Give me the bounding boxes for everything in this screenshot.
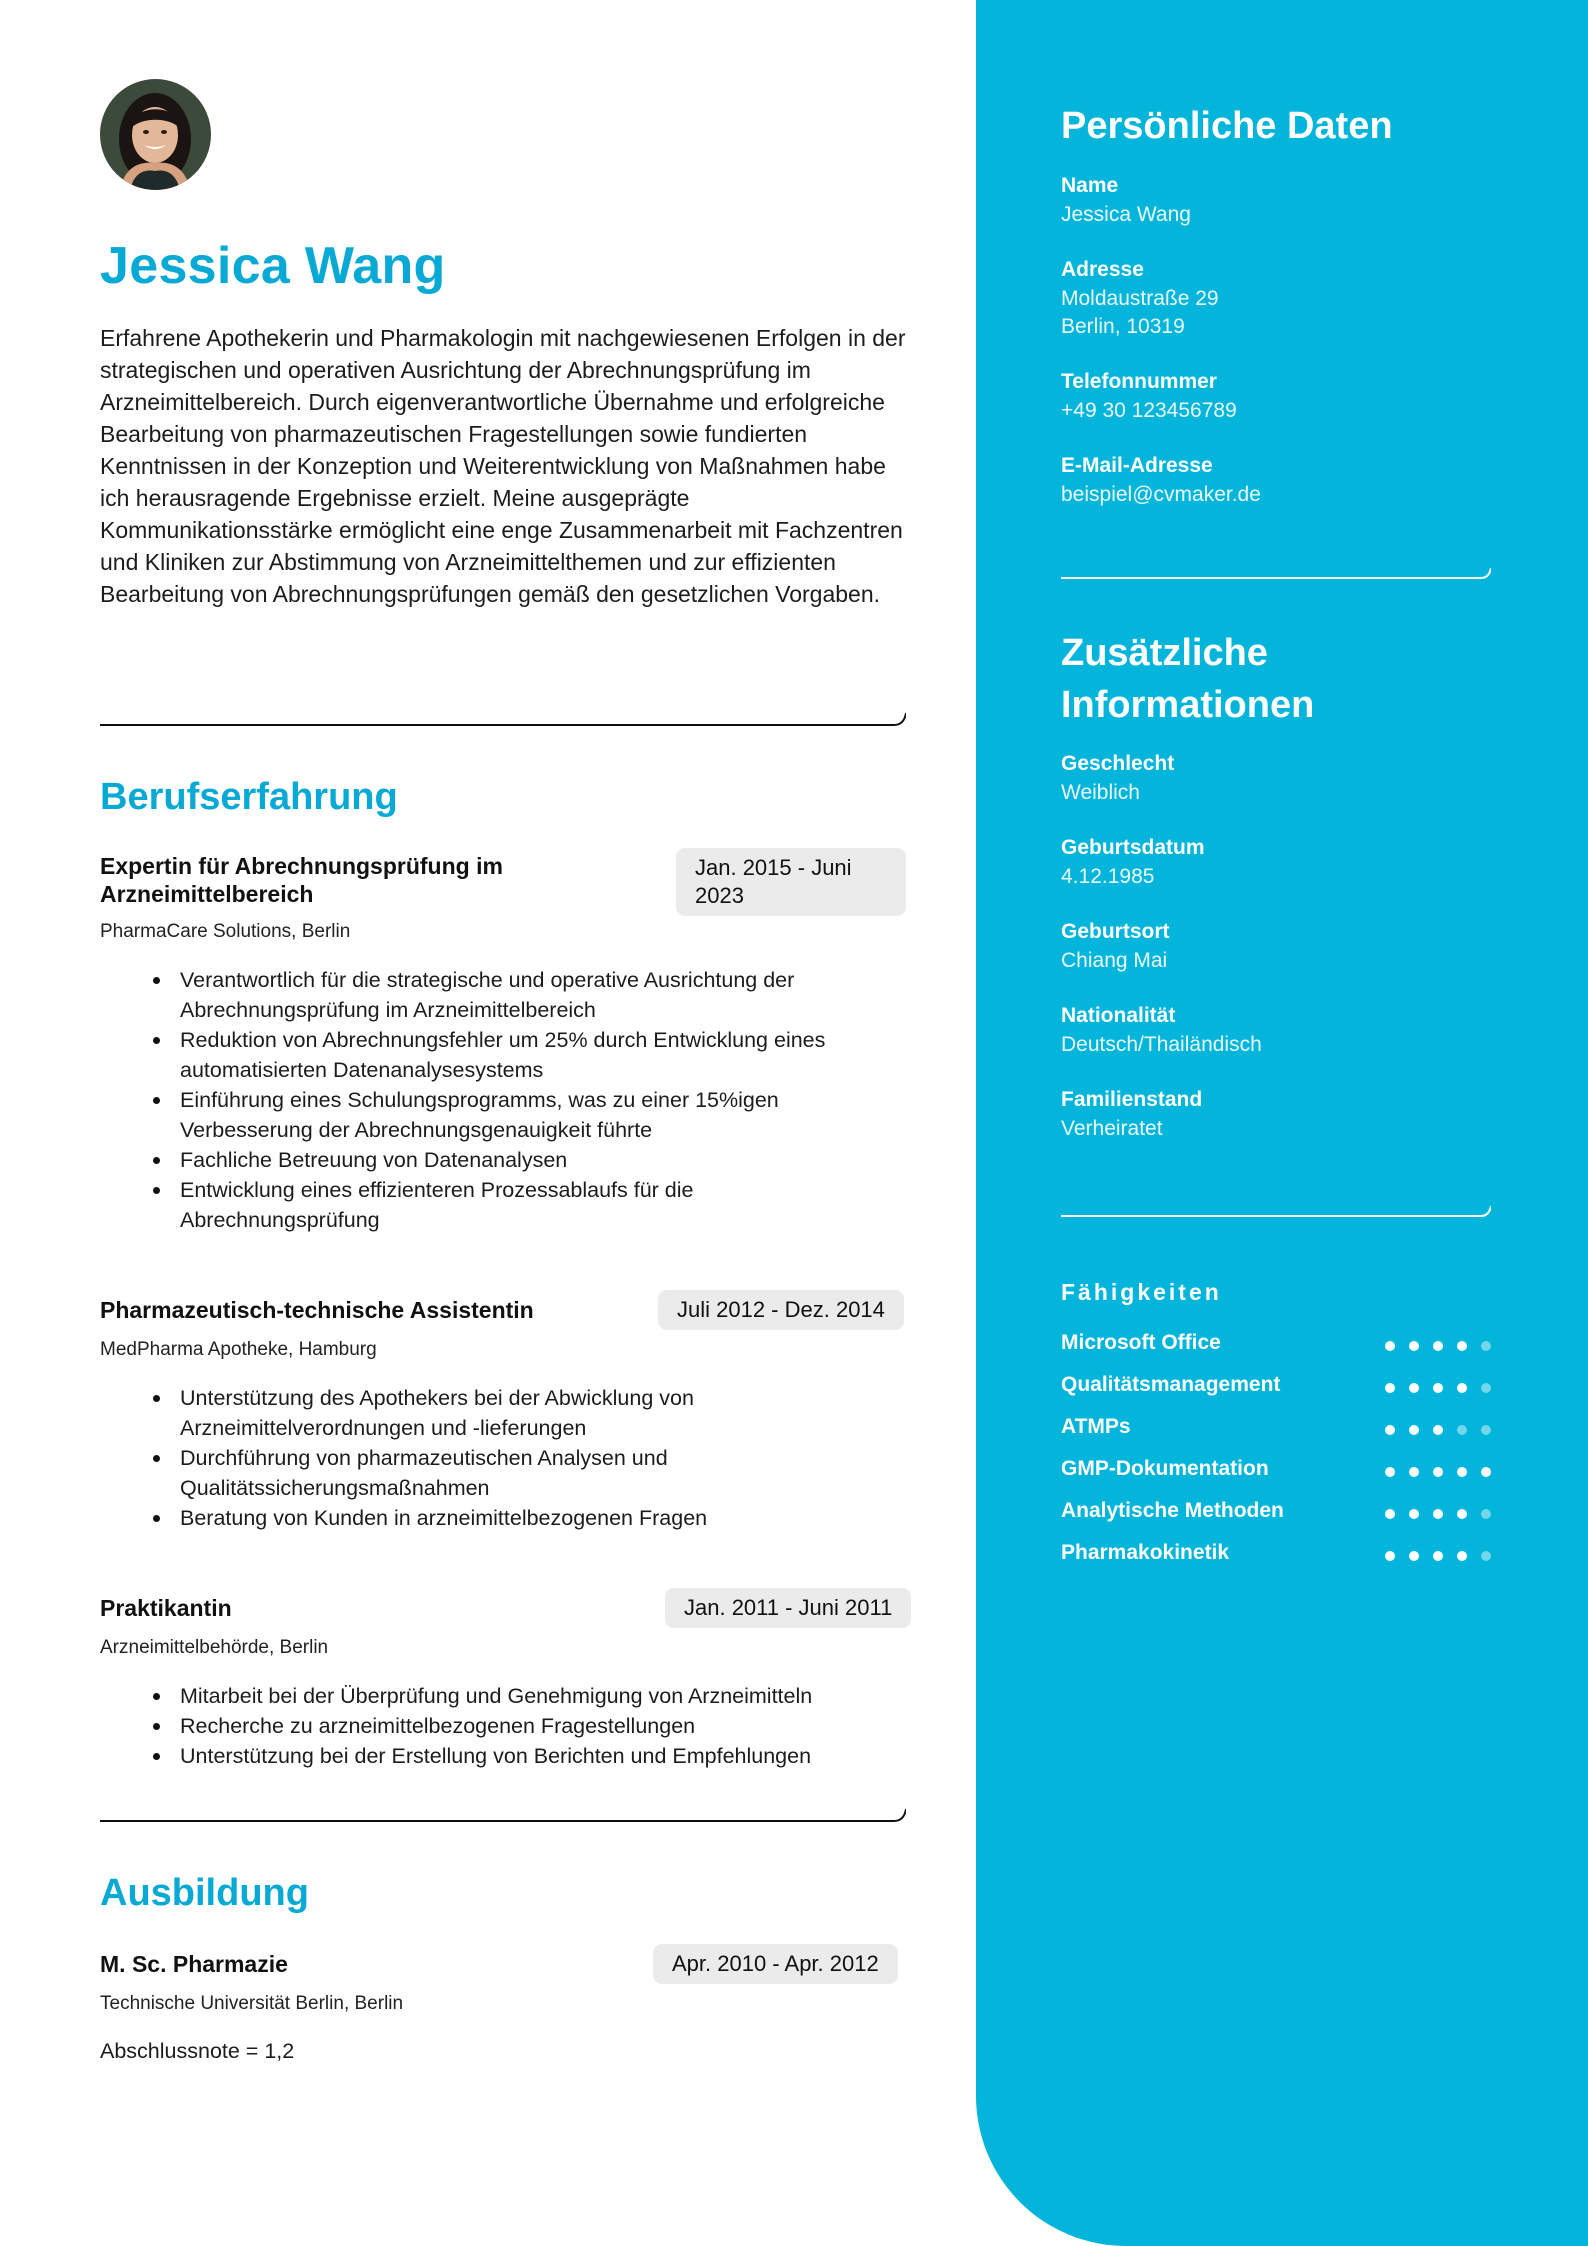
skill-row bbox=[1061, 1331, 1491, 1361]
nationality-label: Nationalität bbox=[1061, 1004, 1176, 1027]
skill-dot-filled bbox=[1385, 1341, 1395, 1351]
skill-dot-empty bbox=[1481, 1509, 1491, 1519]
skill-dot-filled bbox=[1433, 1425, 1443, 1435]
email-value: beispiel@cvmaker.de bbox=[1061, 483, 1261, 506]
list-item: Einführung eines Schulungsprogramms, was zu einer 15%igen Verbesserung der Abrechnungsgenauigkeit führte bbox=[150, 1085, 890, 1145]
skill-name: GMP-Dokumentation bbox=[1061, 1457, 1269, 1480]
skill-dot-filled bbox=[1409, 1551, 1419, 1561]
list-item: Durchführung von pharmazeutischen Analysen und Qualitätssicherungsmaßnahmen bbox=[150, 1443, 890, 1503]
sidebar-divider bbox=[1061, 560, 1491, 580]
skill-name: Analytische Methoden bbox=[1061, 1499, 1284, 1522]
skill-dot-filled bbox=[1409, 1467, 1419, 1477]
name-value: Jessica Wang bbox=[1061, 203, 1191, 226]
job-title: Pharmazeutisch-technische Assistentin bbox=[100, 1297, 534, 1323]
list-item: Entwicklung eines effizienteren Prozessablaufs für die Abrechnungsprüfung bbox=[150, 1175, 890, 1235]
skill-dot-filled bbox=[1433, 1509, 1443, 1519]
skill-level-dots bbox=[1385, 1383, 1491, 1393]
birthplace-label: Geburtsort bbox=[1061, 920, 1170, 943]
list-item: Beratung von Kunden in arzneimittelbezogenen Fragen bbox=[150, 1503, 890, 1533]
phone-value: +49 30 123456789 bbox=[1061, 399, 1237, 422]
skill-dot-filled bbox=[1433, 1341, 1443, 1351]
list-item: Unterstützung bei der Erstellung von Berichten und Empfehlungen bbox=[150, 1741, 890, 1771]
skill-dot-filled bbox=[1457, 1551, 1467, 1561]
skill-dot-filled bbox=[1409, 1383, 1419, 1393]
job-company: MedPharma Apotheke, Hamburg bbox=[100, 1339, 377, 1360]
list-item: Reduktion von Abrechnungsfehler um 25% durch Entwicklung eines automatisierten Datenanalysesystems bbox=[150, 1025, 890, 1085]
gender-value: Weiblich bbox=[1061, 781, 1140, 804]
skill-name: Microsoft Office bbox=[1061, 1331, 1221, 1354]
experience-title: Berufserfahrung bbox=[100, 776, 398, 818]
education-grade: Abschlussnote = 1,2 bbox=[100, 2039, 295, 2063]
skill-dot-filled bbox=[1385, 1383, 1395, 1393]
skill-dot-filled bbox=[1457, 1467, 1467, 1477]
marital-status-label: Familienstand bbox=[1061, 1088, 1203, 1111]
job-title: Expertin für Abrechnungsprüfung im Arzneimittelbereich bbox=[100, 853, 503, 907]
marital-status-value: Verheiratet bbox=[1061, 1117, 1163, 1140]
skill-dot-filled bbox=[1457, 1383, 1467, 1393]
nationality-value: Deutsch/Thailändisch bbox=[1061, 1033, 1262, 1056]
portrait-photo-icon bbox=[100, 79, 211, 190]
list-item: Verantwortlich für die strategische und operative Ausrichtung der Abrechnungsprüfung im Arzneimittelbereich bbox=[150, 965, 890, 1025]
skill-level-dots bbox=[1385, 1341, 1491, 1351]
job-company: PharmaCare Solutions, Berlin bbox=[100, 921, 351, 942]
skill-dot-empty bbox=[1481, 1551, 1491, 1561]
additional-title-line1: Zusätzliche bbox=[1061, 632, 1268, 674]
skill-dot-empty bbox=[1481, 1383, 1491, 1393]
job-title: Praktikantin bbox=[100, 1595, 232, 1621]
skill-level-dots bbox=[1385, 1509, 1491, 1519]
job-bullets bbox=[150, 1383, 890, 1533]
job-date: Jan. 2011 - Juni 2011 bbox=[665, 1588, 911, 1628]
skill-dot-empty bbox=[1457, 1425, 1467, 1435]
list-item: Fachliche Betreuung von Datenanalysen bbox=[150, 1145, 890, 1175]
list-item: Unterstützung des Apothekers bei der Abwicklung von Arzneimittelverordnungen und -lieferungen bbox=[150, 1383, 890, 1443]
job-date: Jan. 2015 - Juni 2023 bbox=[676, 848, 906, 916]
name-label: Name bbox=[1061, 174, 1119, 197]
job-bullets bbox=[150, 965, 890, 1235]
education-date: Apr. 2010 - Apr. 2012 bbox=[653, 1944, 898, 1984]
skill-row bbox=[1061, 1499, 1491, 1529]
email-label: E-Mail-Adresse bbox=[1061, 454, 1213, 477]
skill-row bbox=[1061, 1457, 1491, 1487]
list-item: Mitarbeit bei der Überprüfung und Genehmigung von Arzneimitteln bbox=[150, 1681, 890, 1711]
list-item: Recherche zu arzneimittelbezogenen Fragestellungen bbox=[150, 1711, 890, 1741]
skill-dot-filled bbox=[1457, 1509, 1467, 1519]
sidebar bbox=[976, 0, 1588, 2246]
job-date: Juli 2012 - Dez. 2014 bbox=[658, 1290, 904, 1330]
skill-level-dots bbox=[1385, 1551, 1491, 1561]
skill-dot-filled bbox=[1409, 1509, 1419, 1519]
section-divider bbox=[100, 707, 906, 727]
skill-row bbox=[1061, 1415, 1491, 1445]
education-title: Ausbildung bbox=[100, 1872, 309, 1914]
address-label: Adresse bbox=[1061, 258, 1144, 281]
address-line2: Berlin, 10319 bbox=[1061, 315, 1185, 338]
skill-dot-filled bbox=[1385, 1509, 1395, 1519]
skill-dot-empty bbox=[1481, 1425, 1491, 1435]
birthdate-value: 4.12.1985 bbox=[1061, 865, 1155, 888]
gender-label: Geschlecht bbox=[1061, 752, 1175, 775]
degree-title: M. Sc. Pharmazie bbox=[100, 1951, 288, 1977]
personal-title: Persönliche Daten bbox=[1061, 105, 1393, 147]
address-line1: Moldaustraße 29 bbox=[1061, 287, 1219, 310]
skill-dot-filled bbox=[1481, 1467, 1491, 1477]
additional-title-line2: Informationen bbox=[1061, 684, 1315, 726]
section-divider bbox=[100, 1803, 906, 1823]
candidate-name: Jessica Wang bbox=[100, 237, 446, 295]
skill-dot-filled bbox=[1385, 1467, 1395, 1477]
skill-dot-empty bbox=[1481, 1341, 1491, 1351]
skill-row bbox=[1061, 1541, 1491, 1571]
job-company: Arzneimittelbehörde, Berlin bbox=[100, 1637, 329, 1658]
birthplace-value: Chiang Mai bbox=[1061, 949, 1168, 972]
skill-dot-filled bbox=[1433, 1551, 1443, 1561]
skills-title: Fähigkeiten bbox=[1061, 1279, 1222, 1305]
avatar bbox=[100, 79, 211, 190]
sidebar-divider bbox=[1061, 1198, 1491, 1218]
skill-dot-filled bbox=[1433, 1467, 1443, 1477]
skill-name: ATMPs bbox=[1061, 1415, 1131, 1438]
phone-label: Telefonnummer bbox=[1061, 370, 1217, 393]
skill-row bbox=[1061, 1373, 1491, 1403]
skill-level-dots bbox=[1385, 1467, 1491, 1477]
skill-dot-filled bbox=[1433, 1383, 1443, 1393]
skill-dot-filled bbox=[1409, 1341, 1419, 1351]
skill-dot-filled bbox=[1409, 1425, 1419, 1435]
education-school: Technische Universität Berlin, Berlin bbox=[100, 1993, 404, 2014]
skill-dot-filled bbox=[1385, 1425, 1395, 1435]
birthdate-label: Geburtsdatum bbox=[1061, 836, 1205, 859]
job-bullets bbox=[150, 1681, 890, 1771]
skill-level-dots bbox=[1385, 1425, 1491, 1435]
skill-dot-filled bbox=[1385, 1551, 1395, 1561]
skill-name: Pharmakokinetik bbox=[1061, 1541, 1230, 1564]
skill-dot-filled bbox=[1457, 1341, 1467, 1351]
skill-name: Qualitätsmanagement bbox=[1061, 1373, 1281, 1396]
profile-summary: Erfahrene Apothekerin und Pharmakologin mit nachgewiesenen Erfolgen in der strategischen und operativen Ausrichtung der Abrechnungsprüfung im Arzneimittelbereich. Durch eigenverantwortliche Übernahme und erfolgreiche Bearbeitung von pharmazeutischen Fragestellungen sowie fundierten Kenntnissen in der Konzeption und Weiterentwicklung von Maßnahmen habe ich herausragende Ergebnisse erzielt. Meine ausgeprägte Kommunikationsstärke ermöglicht eine enge Zusammenarbeit mit Fachzentren und Kliniken zur Abstimmung von Arzneimittelthemen und zur effizienten Bearbeitung von Abrechnungsprüfungen gemäß den gesetzlichen Vorgaben. bbox=[100, 325, 906, 607]
